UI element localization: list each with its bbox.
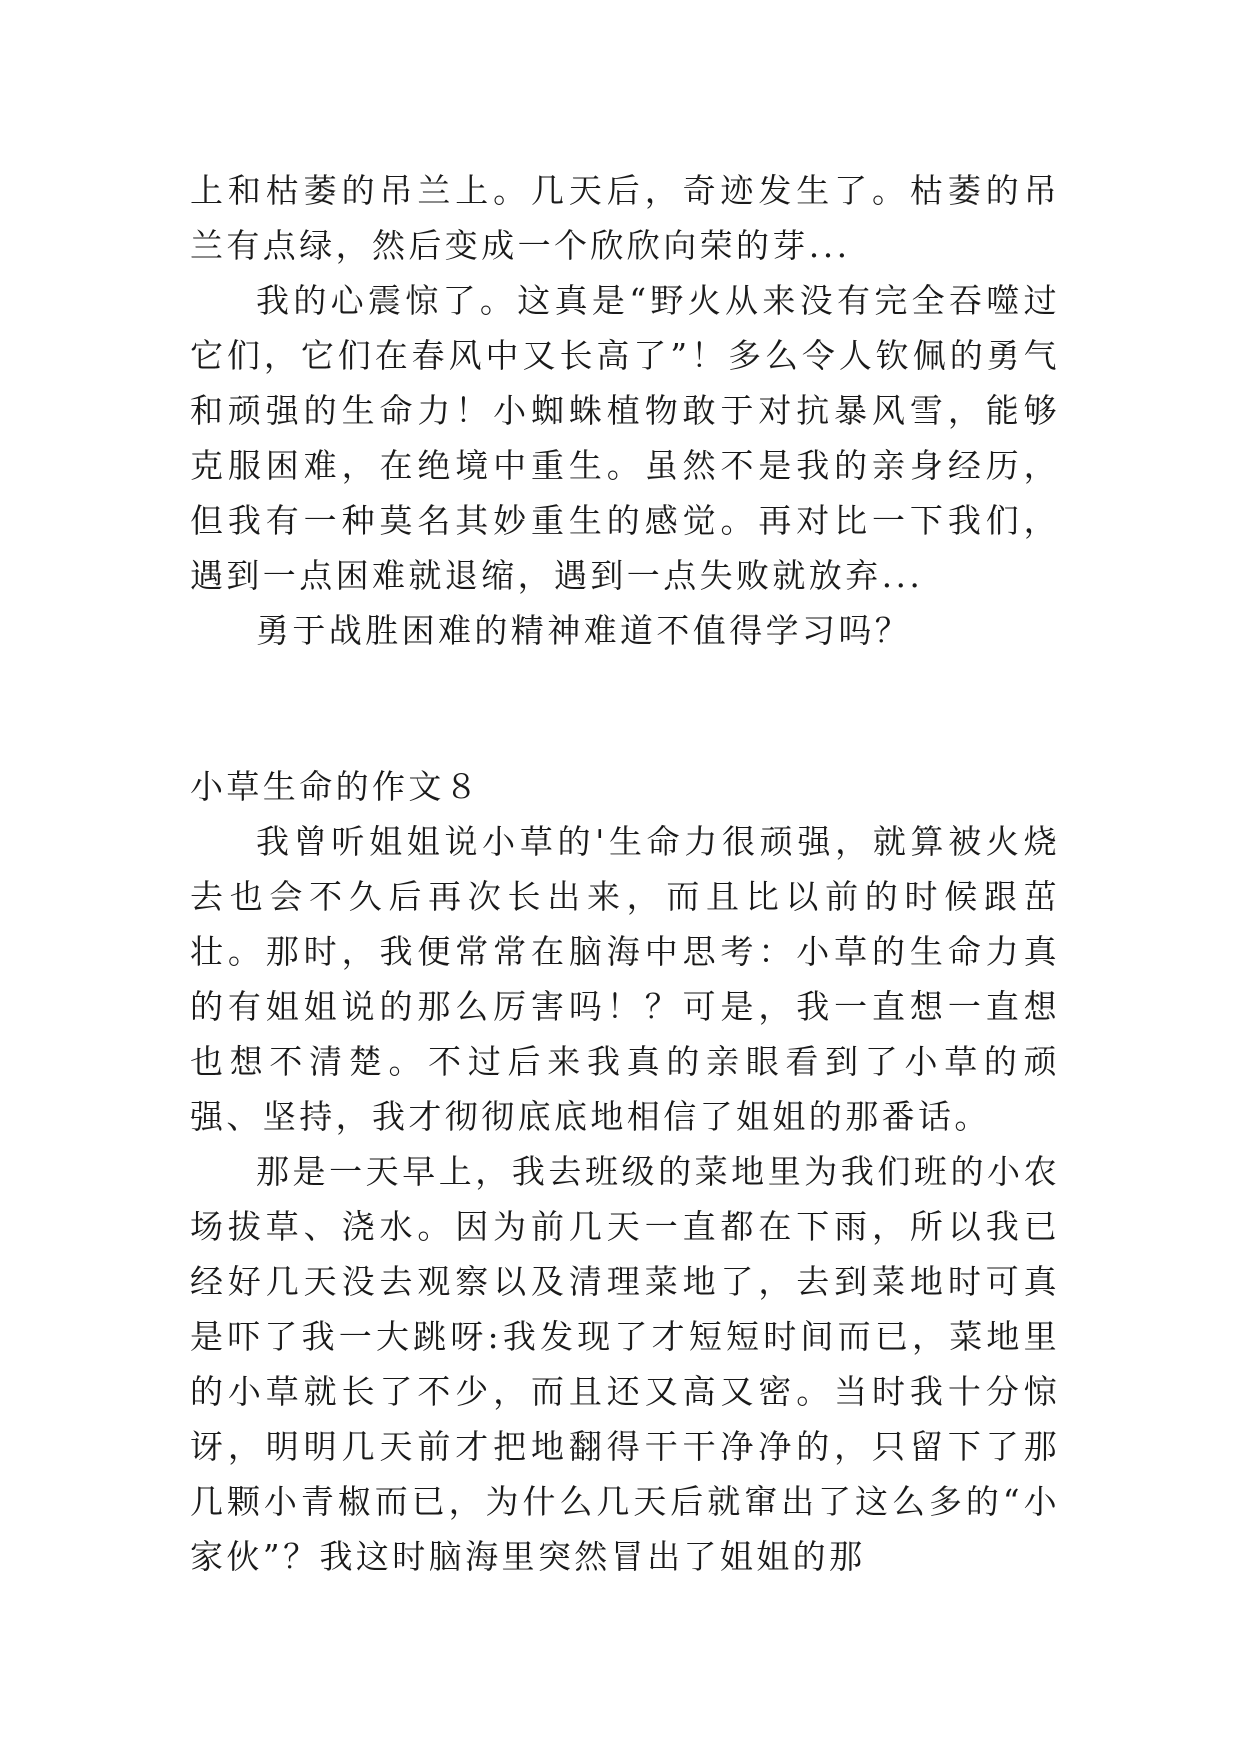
paragraph: 我的心震惊了。这真是“野火从来没有完全吞噬过它们，它们在春风中又长高了”！多么令人钦佩的勇气和顽强的生命力！小蜘蛛植物敢于对抗暴风雪，能够克服困难，在绝境中重生。虽然不是我的亲身经历，但我有一种莫名其妙重生的感觉。再对比一下我们，遇到一点困难就退缩，遇到一点失败就放弃... [190,281,1060,595]
section-title: 小草生命的作文８ [190,767,482,806]
paragraph: 勇于战胜困难的精神难道不值得学习吗？ [256,611,912,650]
document-page [190,163,1060,1584]
paragraph: 我曾听姐姐说小草的'生命力很顽强，就算被火烧去也会不久后再次长出来，而且比以前的时候跟茁壮。那时，我便常常在脑海中思考：小草的生命力真的有姐姐说的那么厉害吗！？可是，我一直想一直想也想不清楚。不过后来我真的亲眼看到了小草的顽强、坚持，我才彻彻底底地相信了姐姐的那番话。 [190,822,1060,1136]
paragraph: 那是一天早上，我去班级的菜地里为我们班的小农场拔草、浇水。因为前几天一直都在下雨，所以我已经好几天没去观察以及清理菜地了，去到菜地时可真是吓了我一大跳呀:我发现了才短短时间而已，菜地里的小草就长了不少，而且还又高又密。当时我十分惊讶，明明几天前才把地翻得干干净净的，只留下了那几颗小青椒而已，为什么几天后就窜出了这么多的“小家伙”？我这时脑海里突然冒出了姐姐的那 [190,1152,1060,1576]
paragraph: 上和枯萎的吊兰上。几天后，奇迹发生了。枯萎的吊兰有点绿，然后变成一个欣欣向荣的芽... [190,171,1060,265]
section-spacer [190,658,1060,759]
